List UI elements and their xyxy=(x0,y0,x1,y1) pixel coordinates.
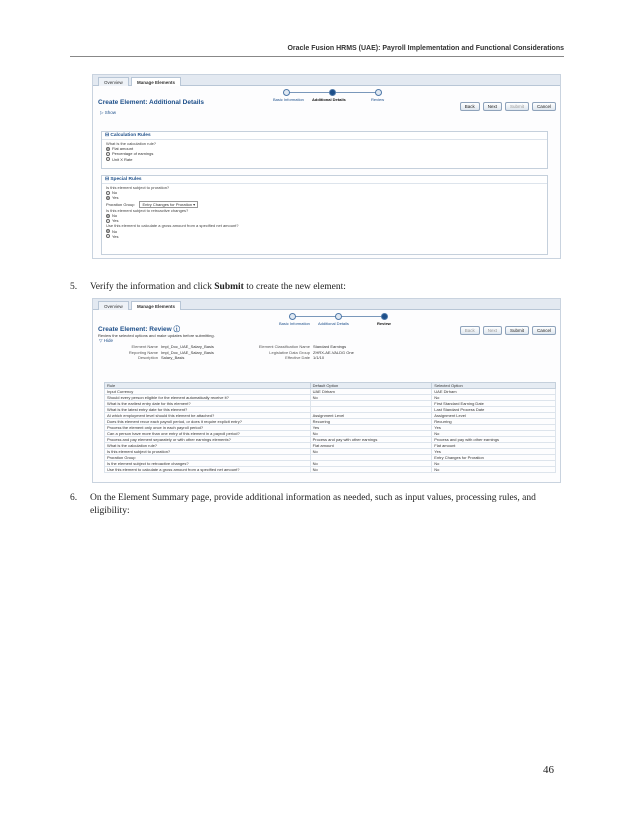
proration-group-select[interactable]: Entry Changes for Proration ▾ xyxy=(139,201,198,208)
train-label-review: Review xyxy=(371,97,385,102)
special-rules-heading[interactable]: ⊟ Special Rules xyxy=(102,176,547,184)
train-stop-review[interactable] xyxy=(381,313,388,320)
rule-cell: Does this element recur each payroll period, or does it require explicit entry? xyxy=(105,419,311,425)
back-button[interactable]: Back xyxy=(460,102,480,111)
table-row xyxy=(105,467,556,473)
selected-option-cell: No xyxy=(432,431,556,437)
submit-button[interactable]: Submit xyxy=(505,326,529,335)
train-stop-additional[interactable] xyxy=(329,89,336,96)
selected-option-cell: No xyxy=(432,467,556,473)
train-navigator xyxy=(273,89,393,105)
review-instructions: Review the selected options and make updates before submitting. xyxy=(98,333,215,338)
retro-question: Is this element subject to retroactive changes? xyxy=(106,207,189,213)
selected-option-cell: Entry Changes for Proration xyxy=(432,455,556,461)
tab-bar xyxy=(93,299,560,310)
selected-option-cell: Last Standard Process Date xyxy=(432,407,556,413)
screenshot-additional-details xyxy=(92,74,561,259)
next-button[interactable]: Next xyxy=(483,326,502,335)
rule-cell: Is this element subject to proration? xyxy=(105,449,311,455)
proration-group-label: Proration Group xyxy=(106,201,135,207)
rule-cell: Input Currency xyxy=(105,389,311,395)
radio-retro-no[interactable]: No xyxy=(106,213,543,218)
classification-value: Standard Earnings xyxy=(313,344,347,349)
col-selected-option: Selected Option xyxy=(432,383,556,389)
train-stop-basic[interactable] xyxy=(283,89,290,96)
gross-question: Use this element to calculate a gross amount from a specified net amount? xyxy=(106,223,239,229)
radio-proration-yes[interactable]: Yes xyxy=(106,195,543,200)
rule-cell: Use this element to calculate a gross amount from a specified net amount? xyxy=(105,467,311,473)
default-option-cell: No xyxy=(310,395,432,401)
selected-option-cell: Flat amount xyxy=(432,443,556,449)
selected-option-cell: No xyxy=(432,461,556,467)
header-rule xyxy=(70,56,564,57)
element-name-value: Impl_Doc_UAE_Salary_Basis xyxy=(161,344,214,349)
submit-button[interactable]: Submit xyxy=(505,102,529,111)
calc-question: What is the calculation rule? xyxy=(106,141,157,146)
default-option-cell: Process and pay with other earnings xyxy=(310,437,432,443)
page-title: Create Element: Additional Details xyxy=(98,99,204,106)
action-buttons xyxy=(460,326,556,335)
review-table xyxy=(104,382,556,473)
help-icon[interactable]: ⓘ xyxy=(173,326,181,333)
review-table-body xyxy=(105,389,556,473)
description-value: Salary_Basis xyxy=(161,355,185,360)
selected-option-cell: Yes xyxy=(432,449,556,455)
default-option-cell: Recurring xyxy=(310,419,432,425)
screenshot-review xyxy=(92,298,561,483)
element-summary-fields: Element Name Impl_Doc_UAE_Salary_Basis Element Classification Name Standard Earnings Reporting Name Impl_Doc_UAE_Salary_Basis Legislative Data Group ZHRX-AE-VALDG One Description Salary_Basis Effective Date 1/1/10 xyxy=(128,344,354,360)
rule-cell: What is the calculation rule? xyxy=(105,443,311,449)
selected-option-cell: Assignment Level xyxy=(432,413,556,419)
cancel-button[interactable]: Cancel xyxy=(532,102,556,111)
rule-cell: Process the element only once in each payroll period? xyxy=(105,425,311,431)
default-option-cell: UAE Dirham xyxy=(310,389,432,395)
selected-option-cell: First Standard Earning Date xyxy=(432,401,556,407)
default-option-cell: No xyxy=(310,467,432,473)
default-option-cell: No xyxy=(310,431,432,437)
action-buttons xyxy=(460,102,556,111)
tab-overview[interactable]: Overview xyxy=(98,77,129,86)
default-option-cell: Flat amount xyxy=(310,443,432,449)
step-6-number: 6. xyxy=(70,493,78,503)
reporting-name-value: Impl_Doc_UAE_Salary_Basis xyxy=(161,349,214,355)
default-option-cell: Yes xyxy=(310,425,432,431)
default-option-cell: No xyxy=(310,461,432,467)
show-toggle[interactable]: ▷ Show xyxy=(100,110,116,115)
train-label-basic: Basic Information xyxy=(279,321,310,326)
tab-overview[interactable]: Overview xyxy=(98,301,129,310)
cancel-button[interactable]: Cancel xyxy=(532,326,556,335)
radio-gross-no[interactable]: No xyxy=(106,229,543,234)
default-option-cell: Assignment Level xyxy=(310,413,432,419)
page-title: Create Element: Review ⓘ xyxy=(98,326,181,333)
back-button[interactable]: Back xyxy=(460,326,480,335)
rule-cell: Is the element subject to retroactive changes? xyxy=(105,461,311,467)
special-rules-section xyxy=(101,175,548,255)
train-stop-review[interactable] xyxy=(375,89,382,96)
train-label-additional: Additional Details xyxy=(312,97,346,102)
hide-toggle[interactable]: ▽ Hide xyxy=(99,338,113,343)
selected-option-cell: No xyxy=(432,395,556,401)
default-option-cell: No xyxy=(310,449,432,455)
col-rule: Rule xyxy=(105,383,311,389)
page-number: 46 xyxy=(543,764,554,776)
tab-bar xyxy=(93,75,560,86)
rule-cell: Process and pay element separately or with other earnings elements? xyxy=(105,437,311,443)
radio-percentage[interactable]: Percentage of earnings xyxy=(106,151,543,156)
radio-flat-amount[interactable]: Flat amount xyxy=(106,146,543,151)
step-5-number: 5. xyxy=(70,282,78,292)
selected-option-cell: Yes xyxy=(432,425,556,431)
rule-cell: Should every person eligible for the element automatically receive it? xyxy=(105,395,311,401)
radio-retro-yes[interactable]: Yes xyxy=(106,218,543,223)
rule-cell: At which employment level should this element be attached? xyxy=(105,413,311,419)
calculation-rules-heading[interactable]: ⊟ Calculation Rules xyxy=(102,132,547,140)
calculation-rules-section xyxy=(101,131,548,169)
proration-question: Is this element subject to proration? xyxy=(106,185,170,190)
train-label-additional: Additional Details xyxy=(318,321,349,326)
proration-group-row xyxy=(106,201,543,208)
train-stop-additional[interactable] xyxy=(335,313,342,320)
tab-manage-elements[interactable]: Manage Elements xyxy=(131,301,181,310)
radio-gross-yes[interactable]: Yes xyxy=(106,234,543,239)
effective-date-value: 1/1/10 xyxy=(313,355,325,360)
radio-proration-no[interactable]: No xyxy=(106,190,543,195)
tab-manage-elements[interactable]: Manage Elements xyxy=(131,77,181,86)
rule-cell: What is the earliest entry date for this element? xyxy=(105,401,311,407)
selected-option-cell: Process and pay with other earnings xyxy=(432,437,556,443)
rule-cell: Can a person have more than one entry of this element in a payroll period? xyxy=(105,431,311,437)
submit-keyword: Submit xyxy=(214,282,244,292)
train-label-review: Review xyxy=(377,321,391,326)
running-header: Oracle Fusion HRMS (UAE): Payroll Implementation and Functional Considerations xyxy=(287,45,564,52)
step-6-text: On the Element Summary page, provide additional information as needed, such as input values, processing rules, and eligibility: xyxy=(90,493,536,516)
show-label: Show xyxy=(104,110,116,115)
next-button[interactable]: Next xyxy=(483,102,502,111)
col-default-option: Default Option xyxy=(310,383,432,389)
table-row xyxy=(105,437,556,443)
train-stop-basic[interactable] xyxy=(289,313,296,320)
ldg-value: ZHRX-AE-VALDG One xyxy=(313,349,354,355)
selected-option-cell: UAE Dirham xyxy=(432,389,556,395)
rule-cell: Proration Group xyxy=(105,455,311,461)
step-5-text: Verify the information and click Submit to create the new element: xyxy=(90,282,346,292)
selected-option-cell: Recurring xyxy=(432,419,556,425)
train-navigator xyxy=(279,313,399,329)
radio-unit-rate[interactable]: Unit X Rate xyxy=(106,157,543,162)
train-label-basic: Basic Information xyxy=(273,97,304,102)
rule-cell: What is the latest entry date for this element? xyxy=(105,407,311,413)
